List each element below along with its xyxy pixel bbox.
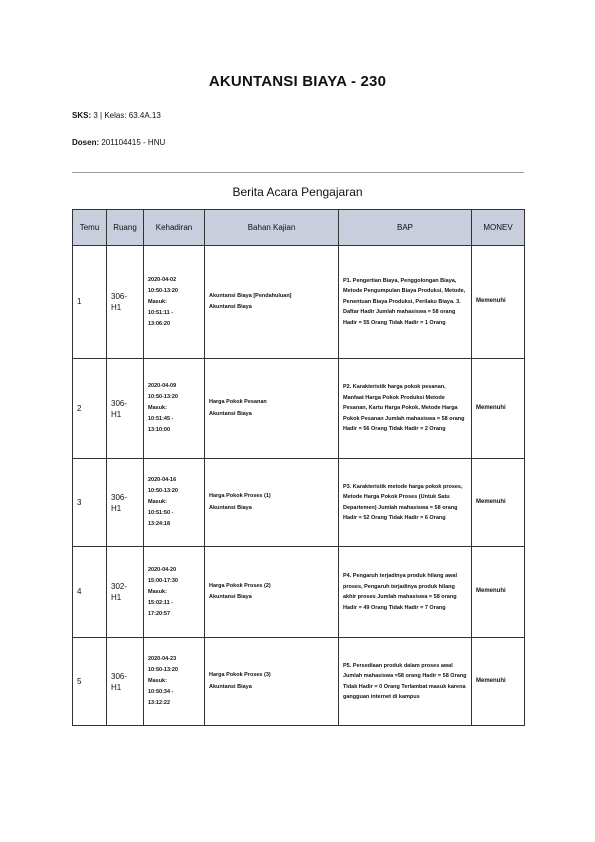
- cell-monev: Memenuhi: [472, 359, 525, 459]
- sks-class-info: [72, 111, 161, 120]
- cell-temu: 2: [73, 359, 107, 459]
- cell-monev: Memenuhi: [472, 547, 525, 638]
- col-header-bap: BAP: [339, 210, 472, 246]
- table-row: [73, 246, 525, 359]
- cell-kehadiran: 2020-04-23 10:50-13:20 Masuk: 10:50:34 - 13:12:22: [144, 638, 205, 726]
- cell-temu: 4: [73, 547, 107, 638]
- cell-ruang: 306- H1: [107, 359, 144, 459]
- table-row: [73, 547, 525, 638]
- cell-temu: 3: [73, 459, 107, 547]
- cell-bahan-kajian: Akuntansi Biaya [Pendahuluan] Akuntansi Biaya: [205, 246, 339, 359]
- table-row: [73, 638, 525, 726]
- cell-bahan-kajian: Harga Pokok Proses (2) Akuntansi Biaya: [205, 547, 339, 638]
- cell-bahan-kajian: Harga Pokok Proses (3) Akuntansi Biaya: [205, 638, 339, 726]
- cell-ruang: 302- H1: [107, 547, 144, 638]
- cell-monev: Memenuhi: [472, 459, 525, 547]
- table-header-row: [73, 210, 525, 246]
- col-header-kehadiran: Kehadiran: [144, 210, 205, 246]
- teaching-report-table: [72, 209, 525, 726]
- divider: [72, 172, 524, 173]
- dosen-label: Dosen:: [72, 138, 100, 147]
- lecturer-info: [72, 138, 165, 147]
- cell-temu: 5: [73, 638, 107, 726]
- cell-bap: P3. Karakteristik metode harga pokok proses, Metode Harga Pokok Proses (Untuk Satu Departemen) Jumlah mahasiswa = 58 orang Hadir = 52 Orang Tidak Hadir = 6 Orang: [339, 459, 472, 547]
- cell-kehadiran: 2020-04-16 10:50-13:20 Masuk: 10:51:50 - 13:24:18: [144, 459, 205, 547]
- cell-kehadiran: 2020-04-20 15:00-17:30 Masuk: 15:02:11 - 17:20:57: [144, 547, 205, 638]
- section-title: Berita Acara Pengajaran: [232, 185, 363, 199]
- col-header-ruang: Ruang: [107, 210, 144, 246]
- cell-ruang: 306- H1: [107, 638, 144, 726]
- table-row: [73, 359, 525, 459]
- col-header-temu: Temu: [73, 210, 107, 246]
- col-header-monev: MONEV: [472, 210, 525, 246]
- cell-bap: P1. Pengertian Biaya, Penggolongan Biaya, Metode Pengumpulan Biaya Produksi, Metode, Penentuan Biaya Produksi, Perilaku Biaya. 3. Daftar Hadir Jumlah mahasiswa = 58 orang Hadir = 55 Orang Tidak Hadir = 1 Orang: [339, 246, 472, 359]
- page-title: AKUNTANSI BIAYA - 230: [208, 73, 387, 90]
- cell-kehadiran: 2020-04-02 10:50-13:20 Masuk: 10:51:11 - 13:06:20: [144, 246, 205, 359]
- cell-temu: 1: [73, 246, 107, 359]
- cell-bap: P2. Karakteristik harga pokok pesanan, Manfaat Harga Pokok Produksi Metode Pesanan, Kartu Harga Pokok, Metode Harga Pokok Pesanan Jumlah mahasiswa = 58 orang Hadir = 56 Orang Tidak Hadir = 2 Orang: [339, 359, 472, 459]
- cell-bap: P5. Persediaan produk dalam proses awal Jumlah mahasiswa =58 orang Hadir = 58 Orang Tidak Hadir = 0 Orang Terlambat masuk karena gangguan internet di kampus: [339, 638, 472, 726]
- cell-ruang: 306- H1: [107, 246, 144, 359]
- cell-bahan-kajian: Harga Pokok Proses (1) Akuntansi Biaya: [205, 459, 339, 547]
- sks-value: 3 | Kelas: 63.4A.13: [93, 111, 161, 120]
- cell-bap: P4. Pengaruh terjadinya produk hilang awal proses, Pengaruh terjadinya produk hilang akhir proses Jumlah mahasiswa = 58 orang Hadir = 49 Orang Tidak Hadir = 7 Orang: [339, 547, 472, 638]
- cell-monev: Memenuhi: [472, 638, 525, 726]
- cell-bahan-kajian: Harga Pokok Pesanan Akuntansi Biaya: [205, 359, 339, 459]
- dosen-value: 201104415 - HNU: [101, 138, 166, 147]
- sks-label: SKS:: [72, 111, 92, 120]
- table-row: [73, 459, 525, 547]
- cell-ruang: 306- H1: [107, 459, 144, 547]
- col-header-bahan-kajian: Bahan Kajian: [205, 210, 339, 246]
- cell-monev: Memenuhi: [472, 246, 525, 359]
- cell-kehadiran: 2020-04-09 10:50-13:20 Masuk: 10:51:45 - 13:10:00: [144, 359, 205, 459]
